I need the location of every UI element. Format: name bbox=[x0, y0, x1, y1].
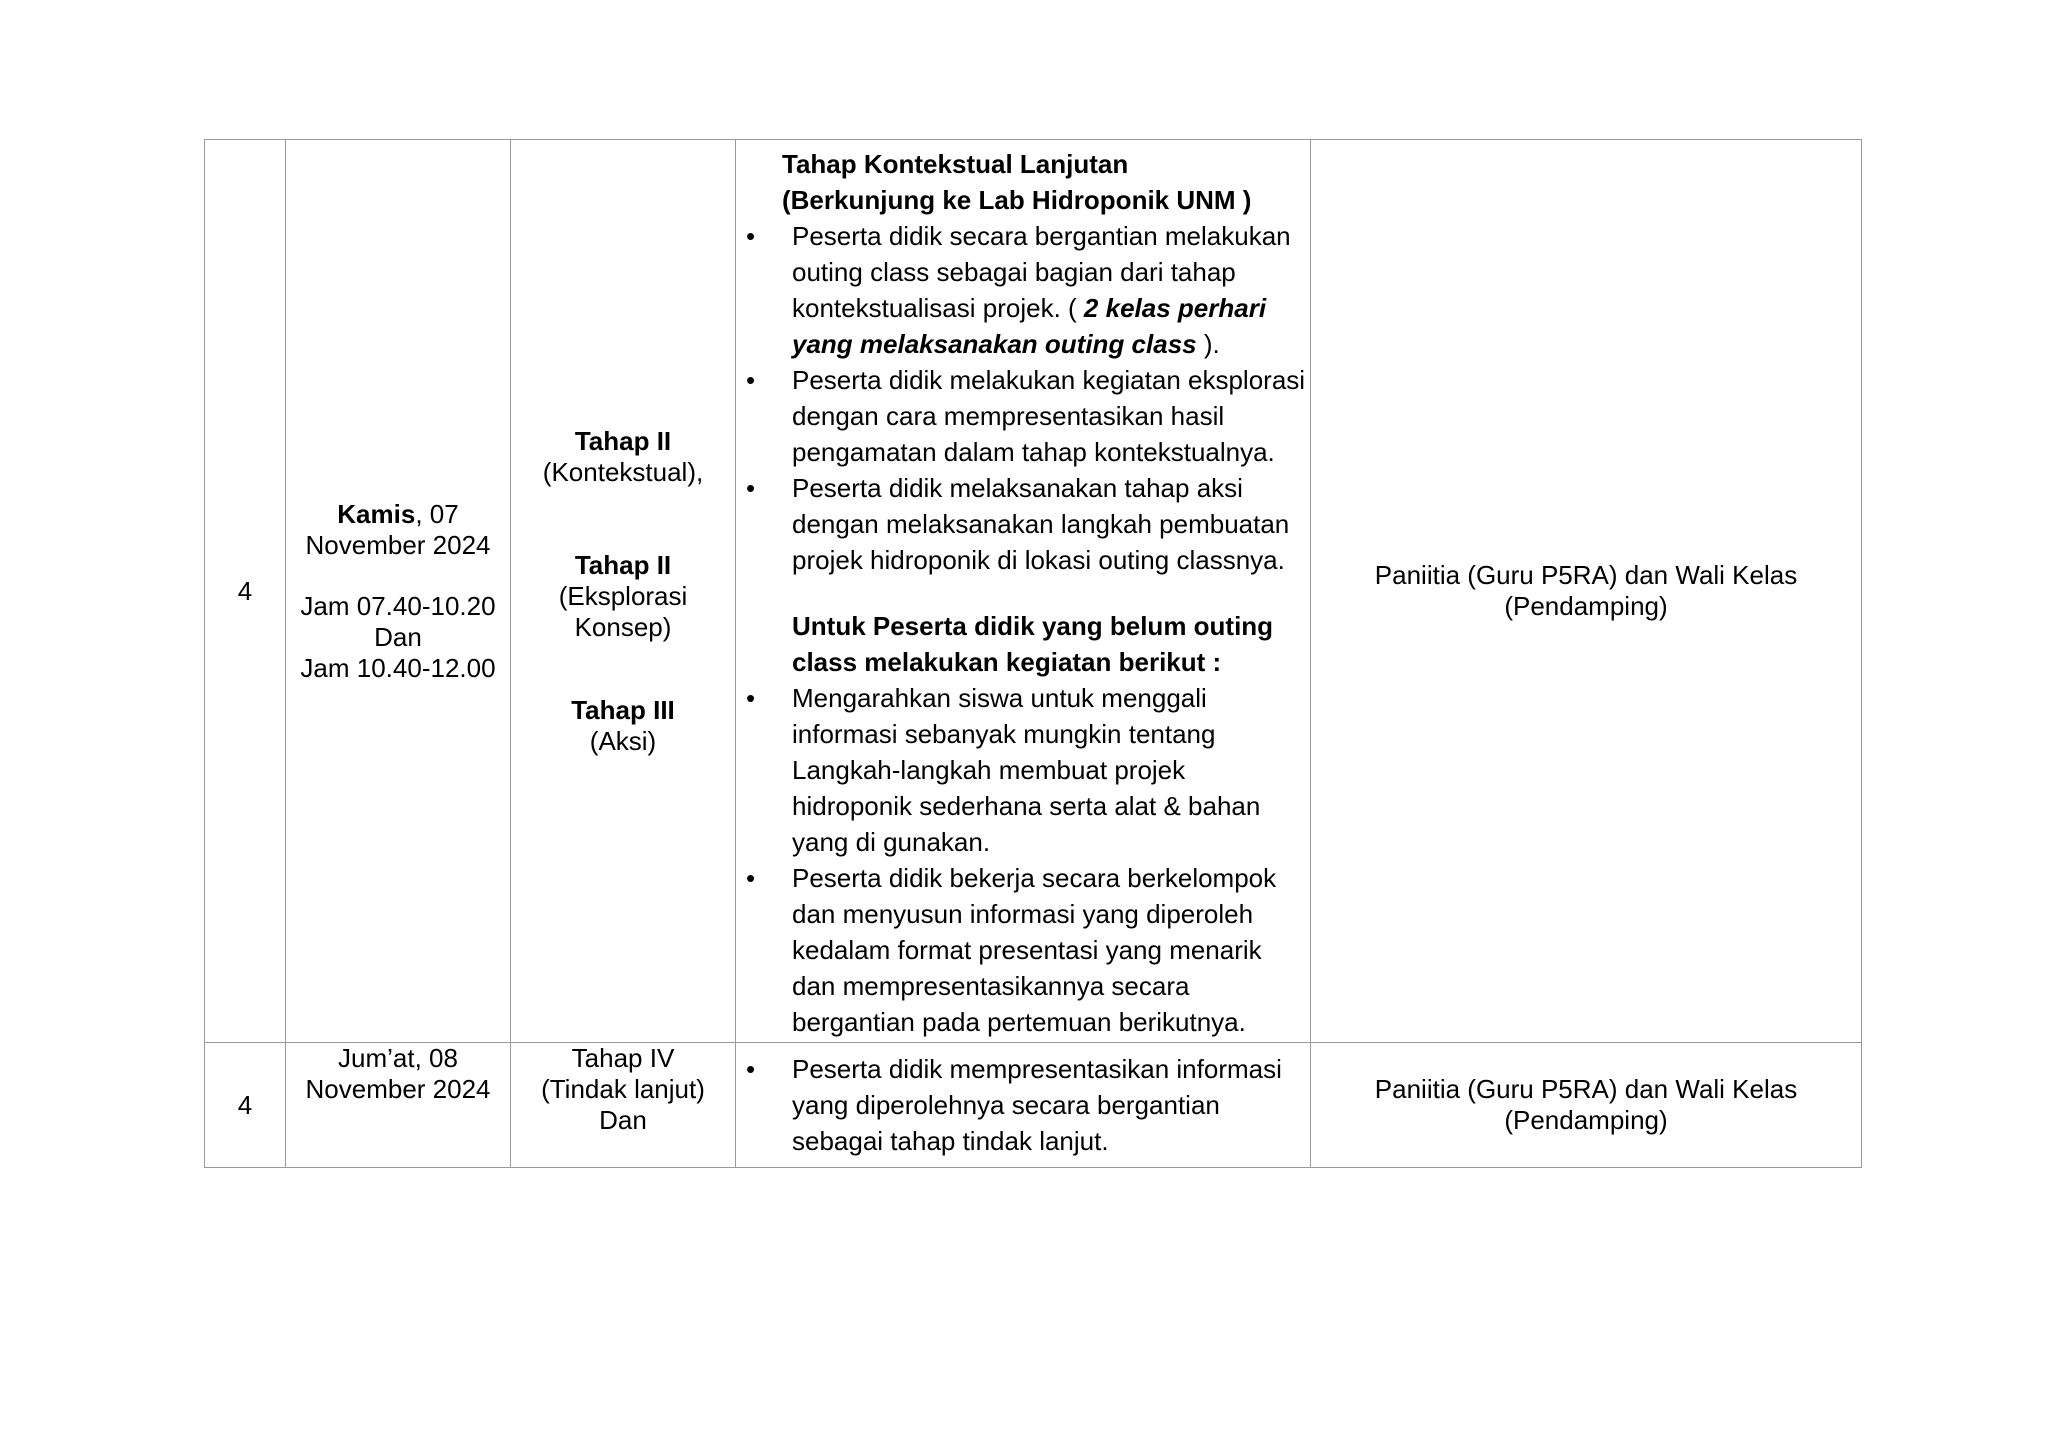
time-conjunction: Dan bbox=[374, 621, 422, 652]
list-item: • Mengarahkan siswa untuk menggali informasi sebanyak mungkin tentang Langkah-langkah membuat projek hidroponik sederhana serta alat & bahan yang di gunakan. bbox=[744, 680, 1308, 860]
list-item bbox=[744, 218, 1308, 362]
month-year: November 2024 bbox=[305, 529, 491, 560]
time-slot-1: Jam 07.40-10.20 bbox=[300, 590, 496, 621]
activity-cell bbox=[736, 140, 1311, 1043]
person-in-charge-cell bbox=[1311, 1043, 1862, 1168]
activity-list bbox=[744, 218, 1308, 578]
list-item: • Peserta didik melaksanakan tahap aksi dengan melaksanakan langkah pembuatan projek hidroponik di lokasi outing classnya. bbox=[744, 470, 1308, 578]
stage-desc: Konsep) bbox=[574, 611, 672, 642]
table-row bbox=[205, 140, 1862, 1043]
stage-name: Tahap II bbox=[574, 549, 672, 580]
list-item-text: Peserta didik secara bergantian melakukan outing class sebagai bagian dari tahap kontekstualisasi projek. ( bbox=[792, 221, 1291, 323]
list-item: • Peserta didik bekerja secara berkelompok dan menyusun informasi yang diperoleh kedalam format presentasi yang menarik dan mempresentasikannya secara bergantian pada pertemuan berikutnya. bbox=[744, 860, 1308, 1040]
list-item: • Peserta didik mempresentasikan informasi yang diperolehnya secara bergantian sebagai tahap tindak lanjut. bbox=[744, 1051, 1308, 1159]
stage-conj: Dan bbox=[599, 1105, 647, 1135]
meeting-number-cell bbox=[205, 140, 286, 1043]
stage-name: Tahap III bbox=[571, 694, 675, 725]
list-item-text-end: ). bbox=[1203, 329, 1220, 359]
activity-list bbox=[744, 680, 1308, 1040]
stage-desc: (Eksplorasi bbox=[558, 580, 688, 611]
pic-text: Paniitia (Guru P5RA) dan Wali Kelas bbox=[1374, 1074, 1798, 1104]
list-item: • Peserta didik melakukan kegiatan eksplorasi dengan cara mempresentasikan hasil pengamatan dalam tahap kontekstualnya. bbox=[744, 362, 1308, 470]
activity-cell bbox=[736, 1043, 1311, 1168]
stage-name: Tahap IV bbox=[571, 1043, 675, 1073]
stage-desc: (Aksi) bbox=[589, 725, 657, 756]
month-year: November 2024 bbox=[305, 1074, 491, 1104]
stage-cell bbox=[511, 1043, 736, 1168]
table-row bbox=[205, 1043, 1862, 1168]
activity-list bbox=[744, 1051, 1308, 1159]
time-slot-2: Jam 10.40-12.00 bbox=[300, 652, 496, 683]
meeting-number-cell bbox=[205, 1043, 286, 1168]
date-line: Jum’at, 08 bbox=[338, 1043, 458, 1073]
date-line bbox=[286, 499, 510, 530]
pic-role: (Pendamping) bbox=[1504, 591, 1668, 621]
meeting-number: 4 bbox=[237, 575, 253, 606]
activity-note: Untuk Peserta didik yang belum outing class melakukan kegiatan berikut : bbox=[792, 611, 1274, 677]
stage-desc: (Tindak lanjut) bbox=[541, 1074, 705, 1104]
emphasis-text: 2 kelas perhari yang melaksanakan outing class bbox=[792, 293, 1267, 359]
pic-text: Paniitia (Guru P5RA) dan Wali Kelas bbox=[1374, 560, 1798, 590]
activity-subtitle: (Berkunjung ke Lab Hidroponik UNM ) bbox=[782, 185, 1252, 215]
activity-title: Tahap Kontekstual Lanjutan bbox=[782, 149, 1129, 179]
day-name: Kamis bbox=[337, 498, 416, 529]
meeting-number: 4 bbox=[237, 1089, 253, 1120]
stage-name: Tahap II bbox=[574, 425, 672, 456]
pic-role: (Pendamping) bbox=[1504, 1105, 1668, 1135]
day-date: , 07 bbox=[415, 498, 459, 529]
date-cell bbox=[286, 1043, 511, 1168]
person-in-charge-cell bbox=[1311, 140, 1862, 1043]
date-cell bbox=[286, 140, 511, 1043]
stage-desc: (Kontekstual), bbox=[542, 456, 704, 487]
stage-cell bbox=[511, 140, 736, 1043]
schedule-table bbox=[204, 139, 1862, 1168]
